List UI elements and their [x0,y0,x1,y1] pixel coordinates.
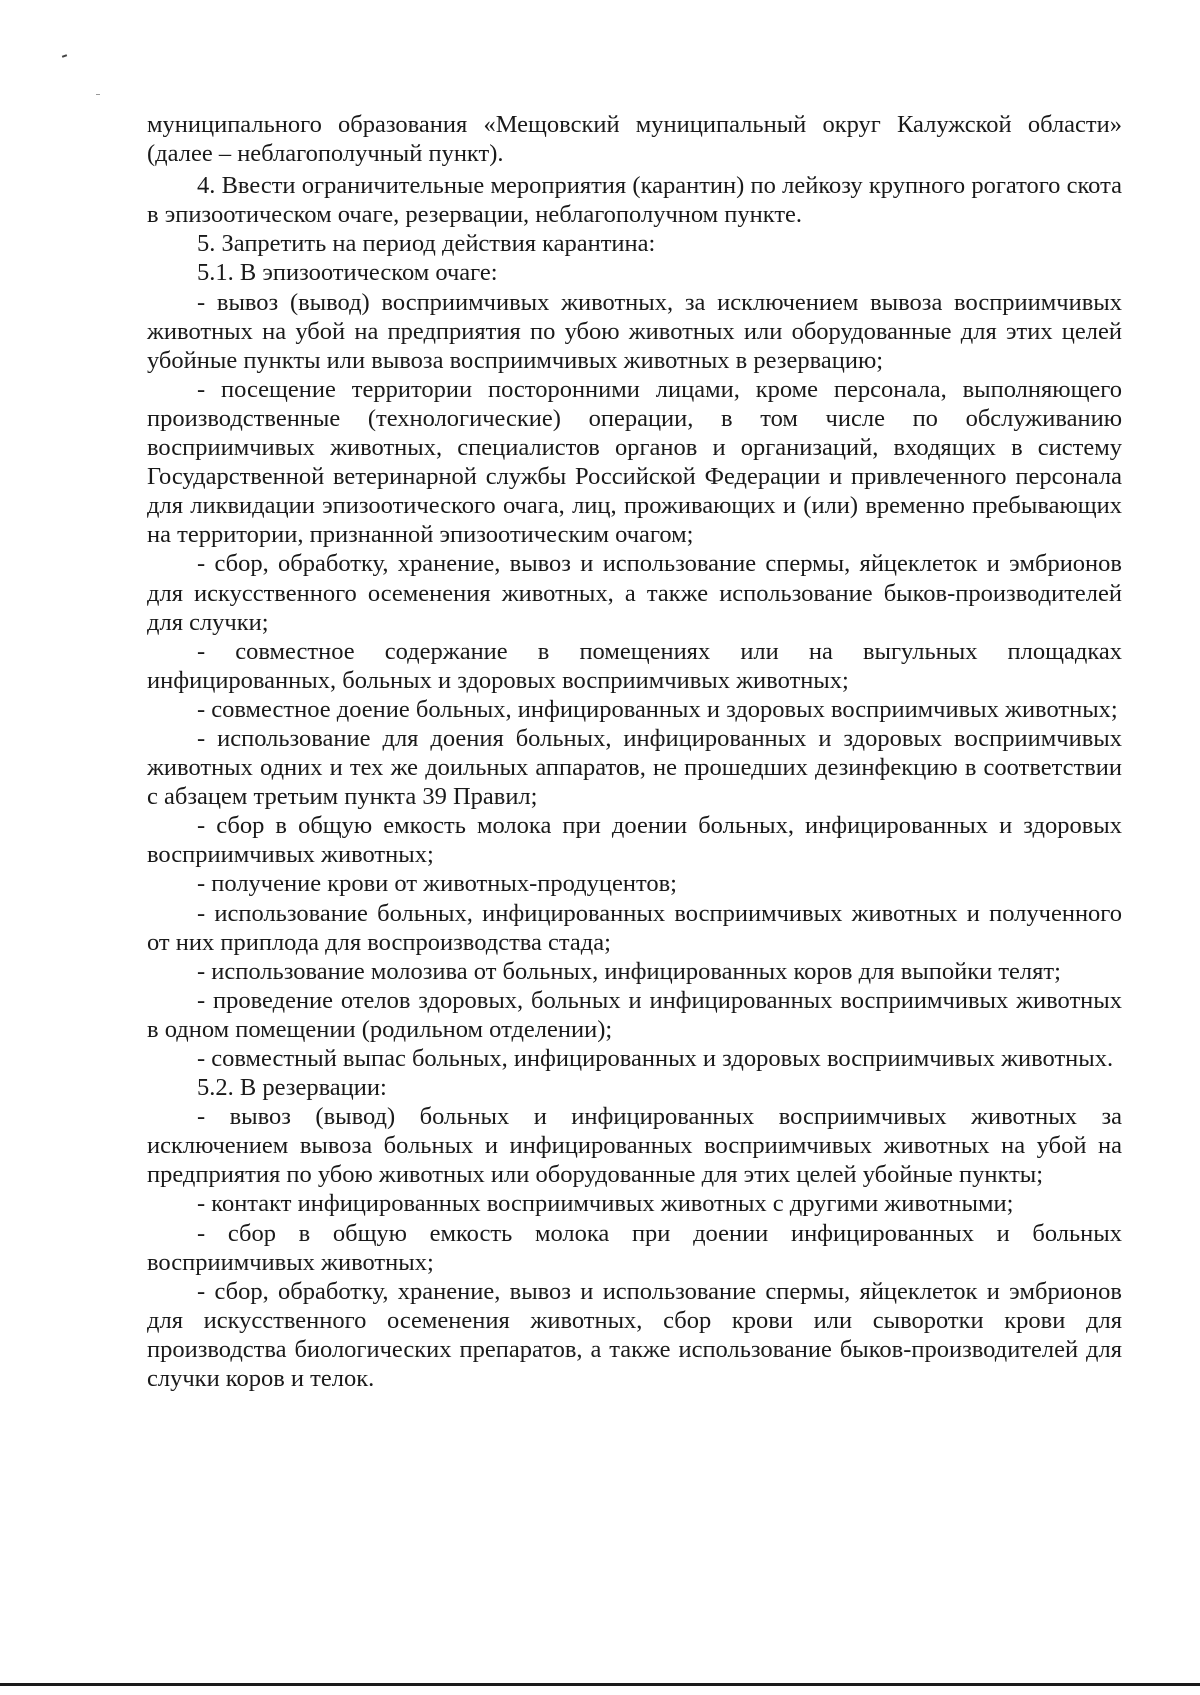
list-item: - вывоз (вывод) восприимчивых животных, за исключением вывоза восприимчивых животных на убой на предприятия по убою животных или оборудованные для этих целей убойные пункты или вывоза восприимчивых животных в резервацию; [147,288,1122,374]
scan-artifact [62,54,67,58]
list-item: - контакт инфицированных восприимчивых животных с другими животными; [197,1190,1014,1218]
list-item: - использование больных, инфицированных восприимчивых животных и полученного от них приплода для воспроизводства стада; [147,899,1122,956]
list-item: - совместное доение больных, инфицированных и здоровых восприимчивых животных; [197,695,1118,723]
document-body [147,110,1122,1393]
scan-artifact [96,94,100,95]
list-item: - получение крови от животных-продуцентов; [197,870,677,898]
list-item: - использование для доения больных, инфицированных и здоровых восприимчивых животных одних и тех же доильных аппаратов, не прошедших дезинфекцию в соответствии с абзацем третьим пункта 39 Правил; [147,724,1122,811]
page-bottom-rule [0,1683,1200,1686]
paragraph-item-5-2: 5.2. В резервации: [197,1074,387,1102]
list-item: - совместный выпас больных, инфицированных и здоровых восприимчивых животных. [197,1045,1114,1072]
list-item: - сбор, обработку, хранение, вывоз и использование спермы, яйцеклеток и эмбрионов для искусственного осеменения животных, а также использование быков-производителей для случки; [147,550,1122,636]
list-item: - совместное содержание в помещениях или на выгульных площадках инфицированных, больных и здоровых восприимчивых животных; [147,637,1122,694]
list-item: - проведение отелов здоровых, больных и инфицированных восприимчивых животных в одном помещении (родильном отделении); [147,986,1122,1043]
list-item: - сбор в общую емкость молока при доении инфицированных и больных восприимчивых животных; [147,1219,1122,1276]
paragraph-item-5-1: 5.1. В эпизоотическом очаге: [197,259,498,287]
list-item: - сбор в общую емкость молока при доении больных, инфицированных и здоровых восприимчивых животных; [147,812,1122,869]
paragraph-continuation: муниципального образования «Мещовский муниципальный округ Калужской области» (далее – неблагополучный пункт). [147,111,1122,168]
list-item: - посещение территории посторонними лицами, кроме персонала, выполняющего производственные (технологические) операции, в том числе по обслуживанию восприимчивых животных, специалистов органов и организаций, входящих в систему Государственной ветеринарной службы Российской Федерации и привлеченного персонала для ликвидации эпизоотического очага, лиц, проживающих и (или) временно пребывающих на территории, признанной эпизоотическим очагом; [147,375,1122,549]
list-item: - вывоз (вывод) больных и инфицированных восприимчивых животных за исключением вывоза больных и инфицированных восприимчивых животных на убой на предприятия по убою животных или оборудованные для этих целей убойные пункты; [147,1103,1122,1189]
paragraph-item-4: 4. Ввести ограничительные мероприятия (карантин) по лейкозу крупного рогатого скота в эпизоотическом очаге, резервации, неблагополучном пункте. [147,172,1122,229]
paragraph-item-5: 5. Запретить на период действия карантина: [197,230,656,258]
list-item: - сбор, обработку, хранение, вывоз и использование спермы, яйцеклеток и эмбрионов для искусственного осеменения животных, сбор крови или сыворотки крови для производства биологических препаратов, а также использование быков-производителей для случки коров и телок. [147,1277,1122,1393]
list-item: - использование молозива от больных, инфицированных коров для выпойки телят; [197,957,1061,985]
